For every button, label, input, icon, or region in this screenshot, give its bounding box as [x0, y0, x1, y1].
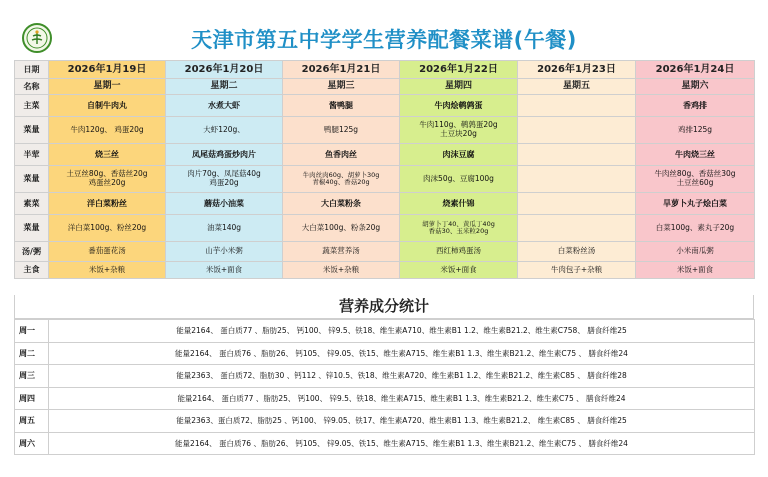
staple-cell: 米饭+杂粮: [283, 262, 400, 279]
row-label: 菜量: [15, 166, 49, 193]
row-label: 素菜: [15, 193, 49, 215]
dish-cell: 凤尾菇鸡蛋炒肉片: [166, 144, 283, 166]
date-cell: 2026年1月22日: [400, 61, 518, 79]
row-label: 汤/粥: [15, 242, 49, 262]
page-title: 天津市第五中学学生营养配餐菜谱(午餐): [191, 28, 577, 52]
soup-cell: 山芋小米粥: [166, 242, 283, 262]
staple-cell: 米饭+面食: [400, 262, 518, 279]
nutrition-day-label: 周六: [15, 432, 49, 455]
veg-row: [15, 193, 755, 215]
weekday-cell: 星期一: [49, 79, 166, 95]
dish-cell: [518, 95, 636, 117]
amount-cell: 牛肉120g、 鸡蛋20g: [49, 117, 166, 144]
weekday-cell: 星期四: [400, 79, 518, 95]
dish-cell: [518, 193, 636, 215]
row-label: 菜量: [15, 117, 49, 144]
date-cell: 2026年1月20日: [166, 61, 283, 79]
dish-cell: 蘑菇小油菜: [166, 193, 283, 215]
amount-cell: 牛肉丝80g、香菇丝30g 土豆丝60g: [636, 166, 755, 193]
amount-cell: 油菜140g: [166, 215, 283, 242]
menu-table: [14, 60, 755, 279]
date-cell: 2026年1月24日: [636, 61, 755, 79]
nutrition-day-label: 周五: [15, 410, 49, 433]
dish-cell: 肉沫豆腐: [400, 144, 518, 166]
nutrition-row: [15, 432, 755, 455]
nutrition-day-label: 周一: [15, 320, 49, 343]
amount-cell: 大白菜100g、粉条20g: [283, 215, 400, 242]
nutrition-table: [14, 319, 755, 455]
nutrition-row: [15, 365, 755, 388]
amount-cell: 鸡排125g: [636, 117, 755, 144]
staple-cell: 牛肉包子+杂粮: [518, 262, 636, 279]
amount-cell: 肉沫50g、豆腐100g: [400, 166, 518, 193]
nutrition-day-label: 周四: [15, 387, 49, 410]
date-cell: 2026年1月21日: [283, 61, 400, 79]
soup-row: [15, 242, 755, 262]
amount-cell: 鸭腿125g: [283, 117, 400, 144]
dish-cell: 烧素什锦: [400, 193, 518, 215]
soup-cell: 白菜粉丝汤: [518, 242, 636, 262]
weekday-cell: 星期五: [518, 79, 636, 95]
row-label: 主食: [15, 262, 49, 279]
nutrition-row: [15, 320, 755, 343]
corner-name-label: 名称: [15, 79, 49, 95]
amount-cell: 洋白菜100g、粉丝20g: [49, 215, 166, 242]
dish-cell: 烧三丝: [49, 144, 166, 166]
staple-row: [15, 262, 755, 279]
dish-cell: 牛肉烩鹌鹑蛋: [400, 95, 518, 117]
nutrition-day-label: 周三: [15, 365, 49, 388]
weekday-row: [15, 79, 755, 95]
amount-cell: 胡萝卜丁40、黄瓜丁40g 香菇30、玉米粒20g: [400, 215, 518, 242]
nutrition-values: 能量2164、 蛋白质76 、脂肪26、 钙105、 锌9.05、铁15、维生素A715、维生素B1 1.3、维生素B21.2、维生素C75 、 膳食纤维24: [49, 432, 755, 455]
soup-cell: 蔬菜营养汤: [283, 242, 400, 262]
dish-cell: 大白菜粉条: [283, 193, 400, 215]
dish-cell: 香鸡排: [636, 95, 755, 117]
amount-cell: 白菜100g、素丸子20g: [636, 215, 755, 242]
nutrition-row: [15, 410, 755, 433]
nutrition-values: 能量2164、 蛋白质77 、脂肪25、 钙100、 锌9.5、铁18、维生素A710、维生素B1 1.2、维生素B21.2、维生素C758、 膳食纤维25: [49, 320, 755, 343]
staple-cell: 米饭+面食: [166, 262, 283, 279]
amount-cell: 牛肉110g、鹌鹑蛋20g 土豆块20g: [400, 117, 518, 144]
staple-cell: 米饭+面食: [636, 262, 755, 279]
soup-cell: 番茄蛋花汤: [49, 242, 166, 262]
dish-cell: 洋白菜粉丝: [49, 193, 166, 215]
soup-cell: 西红柿鸡蛋汤: [400, 242, 518, 262]
veg-amount-row: [15, 215, 755, 242]
row-label: 半荤: [15, 144, 49, 166]
main-amount-row: [15, 117, 755, 144]
weekday-cell: 星期二: [166, 79, 283, 95]
nutrition-day-label: 周二: [15, 342, 49, 365]
weekday-cell: 星期六: [636, 79, 755, 95]
nutrition-values: 能量2164、 蛋白质76 、脂肪26、 钙105、 锌9.05、铁15、维生素A715、维生素B1 1.3、维生素B21.2、维生素C75 、 膳食纤维24: [49, 342, 755, 365]
nutrition-row: [15, 387, 755, 410]
dish-cell: 旱萝卜丸子烩白菜: [636, 193, 755, 215]
nutrition-row: [15, 342, 755, 365]
amount-cell: 土豆丝80g、香菇丝20g 鸡蛋丝20g: [49, 166, 166, 193]
dish-cell: 酱鸭腿: [283, 95, 400, 117]
amount-cell: 牛肉丝肉60g、胡萝卜30g 青椒40g、香菇20g: [283, 166, 400, 193]
amount-cell: [518, 166, 636, 193]
amount-cell: 大虾120g、: [166, 117, 283, 144]
half-meat-row: [15, 144, 755, 166]
date-row: [15, 61, 755, 79]
amount-cell: [518, 117, 636, 144]
corner-date-label: 日期: [15, 61, 49, 79]
date-cell: 2026年1月19日: [49, 61, 166, 79]
date-cell: 2026年1月23日: [518, 61, 636, 79]
dish-cell: [518, 144, 636, 166]
nutrition-values: 能量2363、蛋白质72、脂肪25 、钙100、 锌9.05、铁17、维生素A720、维生素B1 1.3、维生素B21.2、 维生素C85 、 膳食纤维25: [49, 410, 755, 433]
amount-cell: 肉片70g、凤尾菇40g 鸡蛋20g: [166, 166, 283, 193]
weekday-cell: 星期三: [283, 79, 400, 95]
nutrition-values: 能量2363、 蛋白质72、脂肪30 、钙112 、锌10.5、铁18、维生素A720、维生素B1 1.2、维生素B21.2、维生素C85 、 膳食纤维28: [49, 365, 755, 388]
soup-cell: 小米南瓜粥: [636, 242, 755, 262]
dish-cell: 鱼香肉丝: [283, 144, 400, 166]
dish-cell: 自制牛肉丸: [49, 95, 166, 117]
dish-cell: 水煮大虾: [166, 95, 283, 117]
menu-sheet: [14, 18, 754, 460]
dish-cell: 牛肉烧三丝: [636, 144, 755, 166]
header: [14, 18, 754, 60]
row-label: 菜量: [15, 215, 49, 242]
half-amount-row: [15, 166, 755, 193]
staple-cell: 米饭+杂粮: [49, 262, 166, 279]
amount-cell: [518, 215, 636, 242]
nutrition-title: 营养成分统计: [14, 295, 754, 319]
nutrition-values: 能量2164、 蛋白质77 、脂肪25、 钙100、 锌9.5、铁18、维生素A715、维生素B1 1.3、维生素B21.2、维生素C75 、 膳食纤维24: [49, 387, 755, 410]
row-label: 主菜: [15, 95, 49, 117]
main-dish-row: [15, 95, 755, 117]
